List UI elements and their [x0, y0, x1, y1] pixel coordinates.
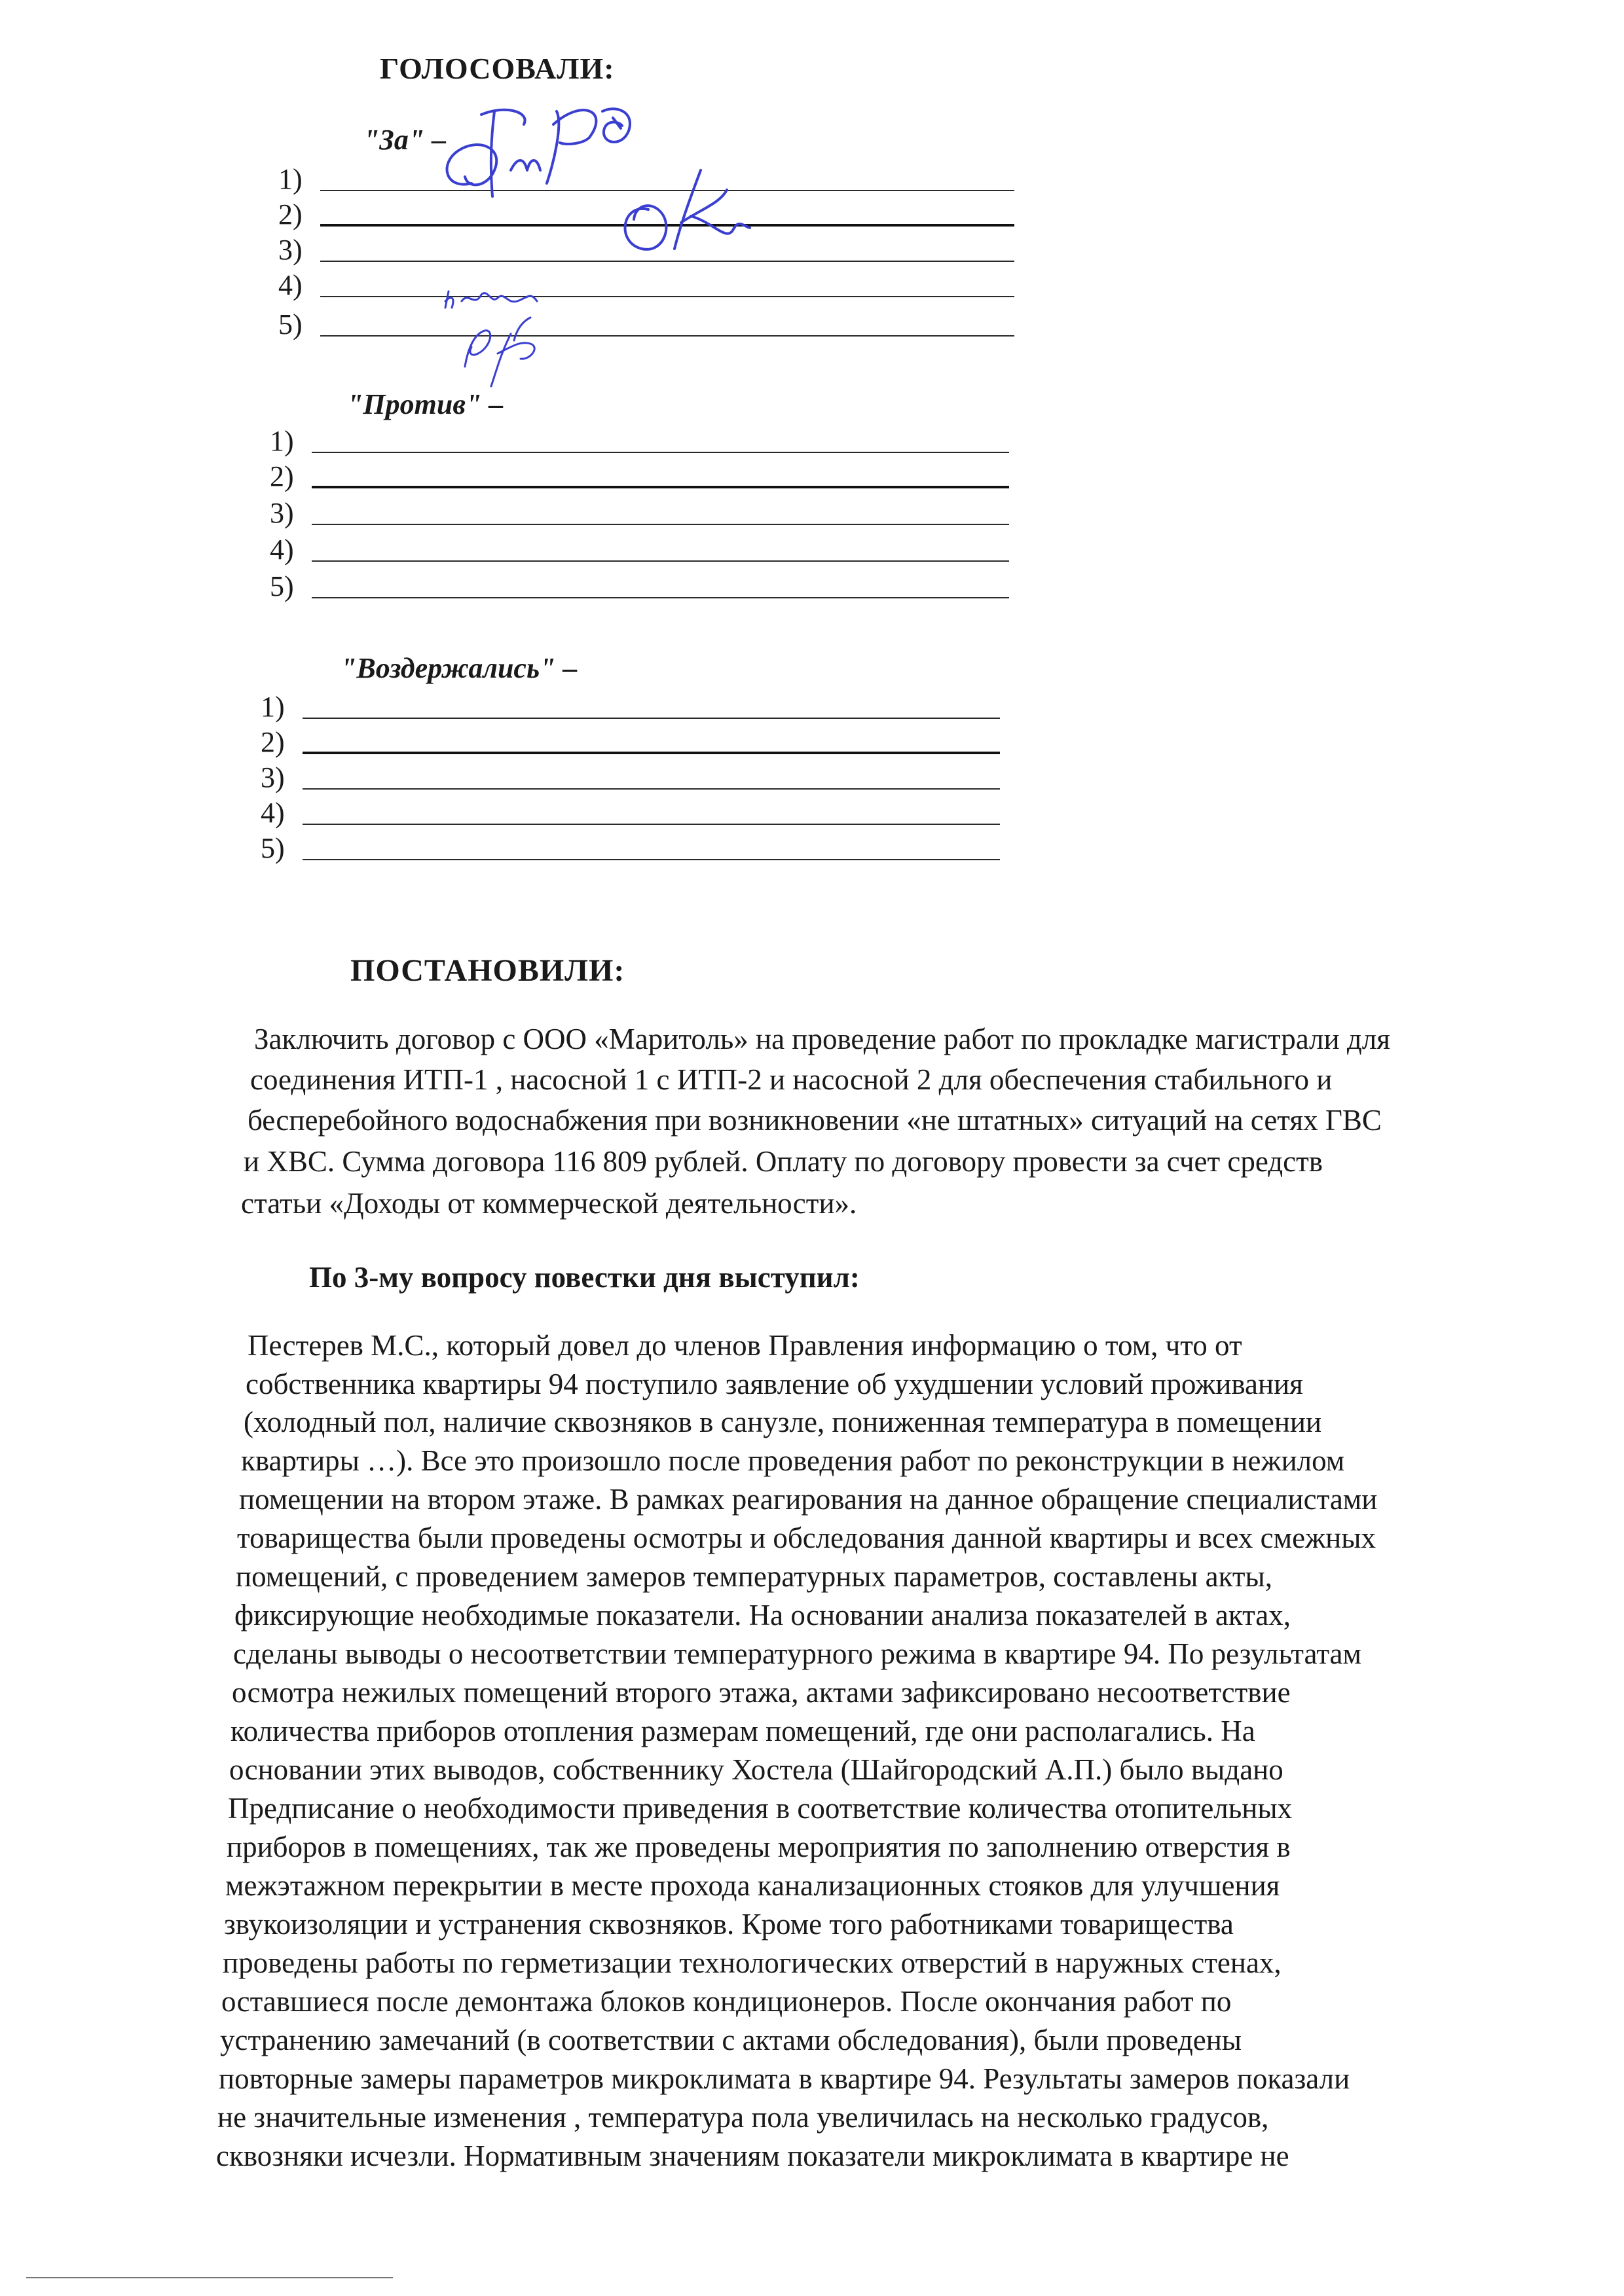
- line-number: 1): [270, 425, 294, 457]
- line-number: 1): [261, 691, 285, 723]
- line-number: 3): [278, 234, 303, 266]
- line-number: 5): [270, 570, 294, 602]
- question3-line: межэтажном перекрытии в месте прохода канализационных стояков для улучшения: [225, 1869, 1280, 1902]
- question3-line: проведены работы по герметизации технологических отверстий в наружных стенах,: [223, 1946, 1282, 1979]
- line-number: 2): [278, 198, 303, 230]
- vote-abstain-line-1: [261, 693, 285, 721]
- question3-line: Пестерев М.С., который довел до членов Правления информацию о том, что от: [248, 1329, 1242, 1362]
- vote-against-line-2: [270, 462, 294, 491]
- vote-for-line-2: [278, 200, 303, 229]
- question3-line: приборов в помещениях, так же проведены мероприятия по заполнению отверстия в: [227, 1831, 1291, 1863]
- resolution-line: и ХВС. Сумма договора 116 809 рублей. Оплату по договору провести за счет средств: [244, 1145, 1323, 1178]
- question3-line: (холодный пол, наличие сквозняков в санузле, пониженная температура в помещении: [244, 1406, 1322, 1438]
- vote-abstain-line-3: [261, 763, 285, 792]
- vote-for-label: "За" –: [363, 124, 447, 156]
- resolution-line: соединения ИТП-1 , насосной 1 с ИТП-2 и насосной 2 для обеспечения стабильного и: [250, 1063, 1333, 1096]
- line-number: 1): [278, 163, 303, 195]
- vote-abstain-line-2: [261, 728, 285, 757]
- vote-for-line-1: [278, 165, 303, 194]
- question3-line: помещении на втором этаже. В рамках реагирования на данное обращение специалистами: [239, 1483, 1378, 1516]
- resolution-line: статьи «Доходы от коммерческой деятельности».: [241, 1187, 857, 1220]
- vote-against-line-3: [270, 499, 294, 528]
- resolution-line: Заключить договор с ООО «Маритоль» на проведение работ по прокладке магистрали для: [254, 1023, 1390, 1055]
- question3-line: фиксирующие необходимые показатели. На основании анализа показателей в актах,: [234, 1599, 1291, 1631]
- vote-abstain-line-4: [261, 799, 285, 828]
- line-number: 2): [261, 726, 285, 758]
- question3-line: квартиры …). Все это произошло после проведения работ по реконструкции в нежилом: [241, 1444, 1345, 1477]
- vote-against-line-5: [270, 572, 294, 601]
- line-number: 5): [261, 832, 285, 864]
- line-number: 4): [278, 269, 303, 301]
- vote-against-line-1: [270, 427, 294, 456]
- voting-title: ГОЛОСОВАЛИ:: [380, 52, 615, 85]
- page-edge-line: [26, 2277, 393, 2278]
- question3-line: Предписание о необходимости приведения в соответствие количества отопительных: [228, 1792, 1293, 1825]
- question3-line: осмотра нежилых помещений второго этажа, актами зафиксировано несоответствие: [232, 1676, 1291, 1709]
- line-number: 2): [270, 460, 294, 492]
- vote-for-line-5: [278, 310, 303, 339]
- signature-2: [602, 157, 773, 262]
- vote-against-label: "Против" –: [347, 388, 504, 420]
- question3-line: повторные замеры параметров микроклимата в квартире 94. Результаты замеров показали: [219, 2062, 1350, 2095]
- question3-line: устранению замечаний (в соответствии с актами обследования), были проведены: [220, 2024, 1242, 2056]
- question3-title: По 3-му вопросу повестки дня выступил:: [309, 1261, 860, 1294]
- question3-line: сквозняки исчезли. Нормативным значениям показатели микроклимата в квартире не: [216, 2140, 1289, 2172]
- line-number: 4): [270, 534, 294, 566]
- vote-for-line-3: [278, 236, 303, 264]
- line-number: 5): [278, 308, 303, 340]
- resolution-line: бесперебойного водоснабжения при возникновении «не штатных» ситуаций на сетях ГВС: [248, 1104, 1382, 1137]
- question3-line: сделаны выводы о несоответствии температурного режима в квартире 94. По результатам: [233, 1637, 1361, 1670]
- vote-abstain-line-5: [261, 834, 285, 863]
- vote-against-line-4: [270, 536, 294, 564]
- question3-line: оставшиеся после демонтажа блоков кондиционеров. После окончания работ по: [221, 1985, 1232, 2018]
- question3-line: количества приборов отопления размерам помещений, где они располагались. На: [231, 1715, 1255, 1747]
- question3-line: не значительные изменения , температура пола увеличилась на несколько градусов,: [217, 2101, 1269, 2134]
- question3-line: собственника квартиры 94 поступило заявление об ухудшении условий проживания: [246, 1368, 1303, 1400]
- line-number: 4): [261, 797, 285, 829]
- question3-line: товарищества были проведены осмотры и обследования данной квартиры и всех смежных: [237, 1522, 1376, 1554]
- line-number: 3): [261, 761, 285, 793]
- signature-3: [432, 268, 576, 399]
- vote-abstain-label: "Воздержались" –: [341, 652, 578, 684]
- resolution-title: ПОСТАНОВИЛИ:: [350, 953, 625, 988]
- question3-line: звукоизоляции и устранения сквозняков. Кроме того работниками товарищества: [224, 1908, 1234, 1941]
- question3-line: помещений, с проведением замеров температурных параметров, составлены акты,: [236, 1560, 1272, 1593]
- question3-line: основании этих выводов, собственнику Хостела (Шайгородский А.П.) было выдано: [229, 1753, 1283, 1786]
- line-number: 3): [270, 497, 294, 529]
- vote-for-line-4: [278, 271, 303, 300]
